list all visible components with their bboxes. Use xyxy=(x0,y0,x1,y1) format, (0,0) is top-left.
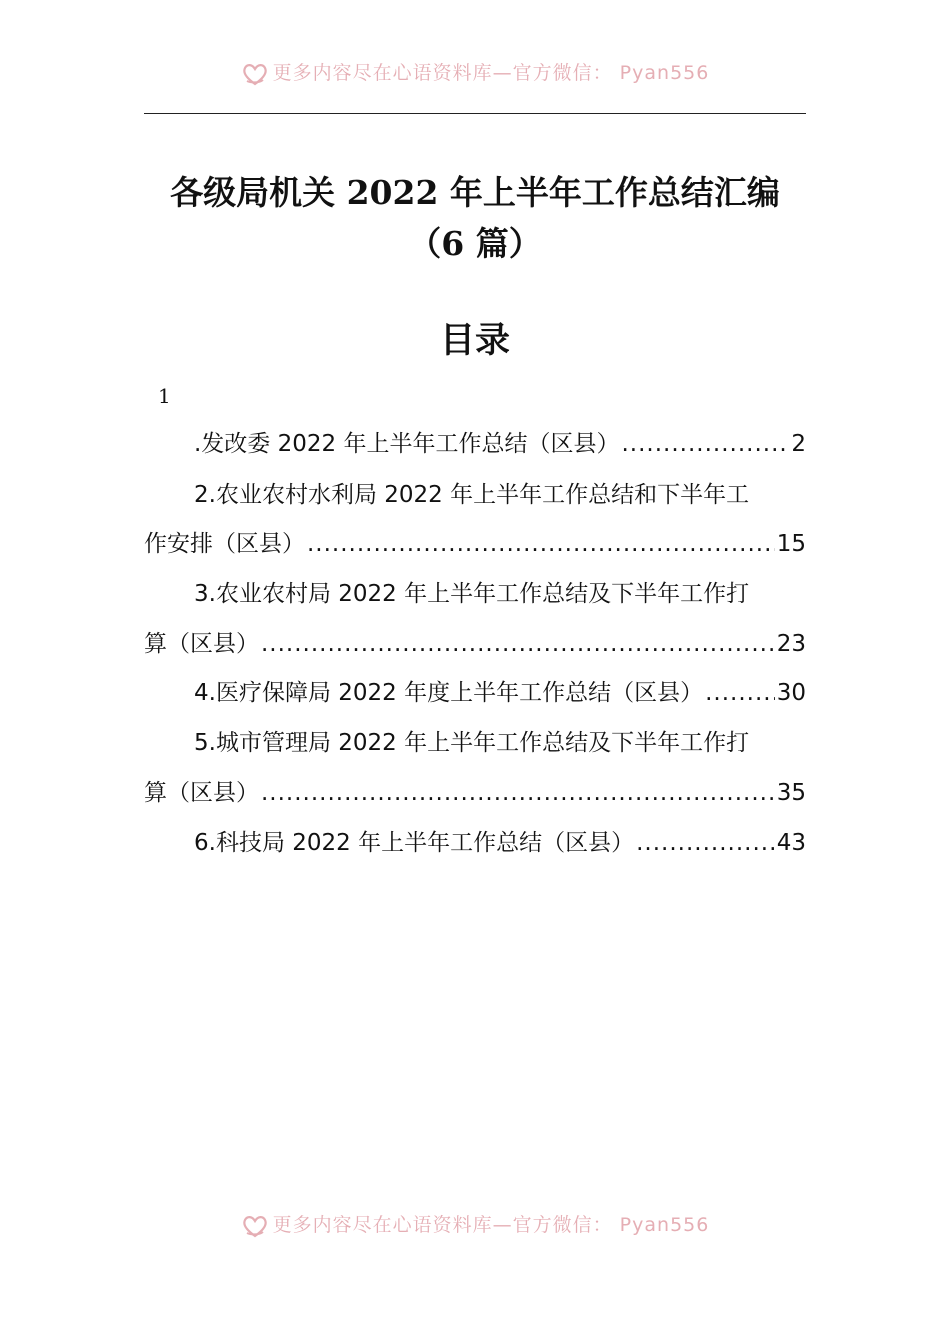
toc-entry-3-cont[interactable] xyxy=(144,629,806,659)
toc-entry-5-cont[interactable] xyxy=(144,778,806,808)
footer-watermark xyxy=(0,1210,950,1239)
toc-entry-text: 算（区县） xyxy=(144,780,259,806)
toc-entry-text: 算（区县） xyxy=(144,631,259,657)
toc-entry-2[interactable] xyxy=(194,480,806,510)
document-subtitle: （6 篇） xyxy=(408,224,542,263)
toc-entry-text: 2.农业农村水利局 2022 年上半年工作总结和下半年工 xyxy=(194,482,750,508)
toc-entry-text: 4.医疗保障局 2022 年度上半年工作总结（区县） xyxy=(194,680,704,706)
toc-page-number: 43 xyxy=(776,830,806,856)
toc-leader-dots xyxy=(261,629,775,659)
toc-page-number: 35 xyxy=(776,780,806,806)
toc-entry-text: .发改委 2022 年上半年工作总结（区县） xyxy=(194,431,620,457)
toc-entry-5[interactable] xyxy=(194,728,806,758)
toc-entry-text: 作安排（区县） xyxy=(144,531,305,557)
header-rule xyxy=(144,113,806,114)
toc-leader-dots xyxy=(261,778,775,808)
toc-heading: 目录 xyxy=(439,320,510,361)
toc-leader-dots xyxy=(636,828,775,858)
document-title: 各级局机关 2022 年上半年工作总结汇编 xyxy=(170,173,780,212)
watermark-text: 更多内容尽在心语资料库—官方微信： Pyan556 xyxy=(272,62,710,84)
page-number-mark: 1 xyxy=(158,384,171,408)
toc-entry-text: 6.科技局 2022 年上半年工作总结（区县） xyxy=(194,830,635,856)
toc-page-number: 15 xyxy=(776,531,806,557)
toc-entry-1[interactable] xyxy=(194,429,806,459)
toc-entry-text: 5.城市管理局 2022 年上半年工作总结及下半年工作打 xyxy=(194,730,750,756)
toc-entry-2-cont[interactable] xyxy=(144,529,806,559)
toc-page-number: 23 xyxy=(776,631,806,657)
toc-entry-text: 3.农业农村局 2022 年上半年工作总结及下半年工作打 xyxy=(194,581,750,607)
toc-page-number: 2 xyxy=(791,431,806,457)
toc-leader-dots xyxy=(705,678,775,708)
toc-leader-dots xyxy=(307,529,775,559)
heart-logo-icon xyxy=(241,1213,269,1239)
toc-page-number: 30 xyxy=(776,680,806,706)
toc-leader-dots xyxy=(621,429,789,459)
watermark-text: 更多内容尽在心语资料库—官方微信： Pyan556 xyxy=(272,1214,710,1236)
toc-entry-3[interactable] xyxy=(194,579,806,609)
toc-entry-6[interactable] xyxy=(194,828,806,858)
toc-entry-4[interactable] xyxy=(194,678,806,708)
header-watermark xyxy=(0,58,950,87)
heart-logo-icon xyxy=(241,61,269,87)
